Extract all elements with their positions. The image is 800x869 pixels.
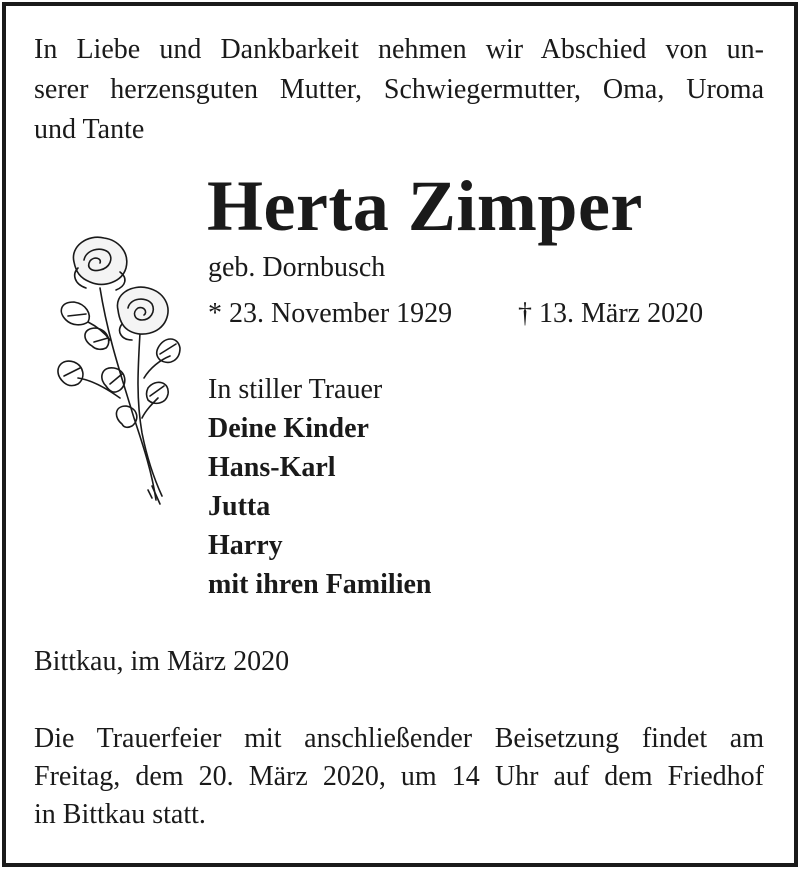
mourning-heading: In stiller Trauer <box>208 374 383 405</box>
mourners-list <box>208 370 431 604</box>
intro-line-1: In Liebe und Dankbarkeit nehmen wir Abschied von un- <box>34 34 764 65</box>
maiden-name: geb. Dornbusch <box>208 252 386 283</box>
mourner-harry: Harry <box>208 530 283 561</box>
intro-text <box>34 30 764 150</box>
mourner-families: mit ihren Familien <box>208 569 432 600</box>
birth-date: * 23. November 1929 <box>208 298 453 329</box>
service-line-1: Die Trauerfeier mit anschließender Beisetzung findet am <box>34 723 764 754</box>
death-date: † 13. März 2020 <box>518 298 704 329</box>
mourner-children: Deine Kinder <box>208 413 369 444</box>
mourner-jutta: Jutta <box>208 491 271 522</box>
intro-line-3: und Tante <box>34 114 145 145</box>
place-date: Bittkau, im März 2020 <box>34 646 290 677</box>
service-line-3: in Bittkau statt. <box>34 799 206 830</box>
funeral-service-text <box>34 720 764 834</box>
intro-line-2: serer herzensguten Mutter, Schwiegermutter, Oma, Uroma <box>34 74 764 105</box>
rose-illustration-icon <box>52 228 187 508</box>
service-line-2: Freitag, dem 20. März 2020, um 14 Uhr auf dem Friedhof <box>34 761 764 792</box>
deceased-name: Herta Zimper <box>207 166 643 246</box>
mourner-hans-karl: Hans-Karl <box>208 452 336 483</box>
